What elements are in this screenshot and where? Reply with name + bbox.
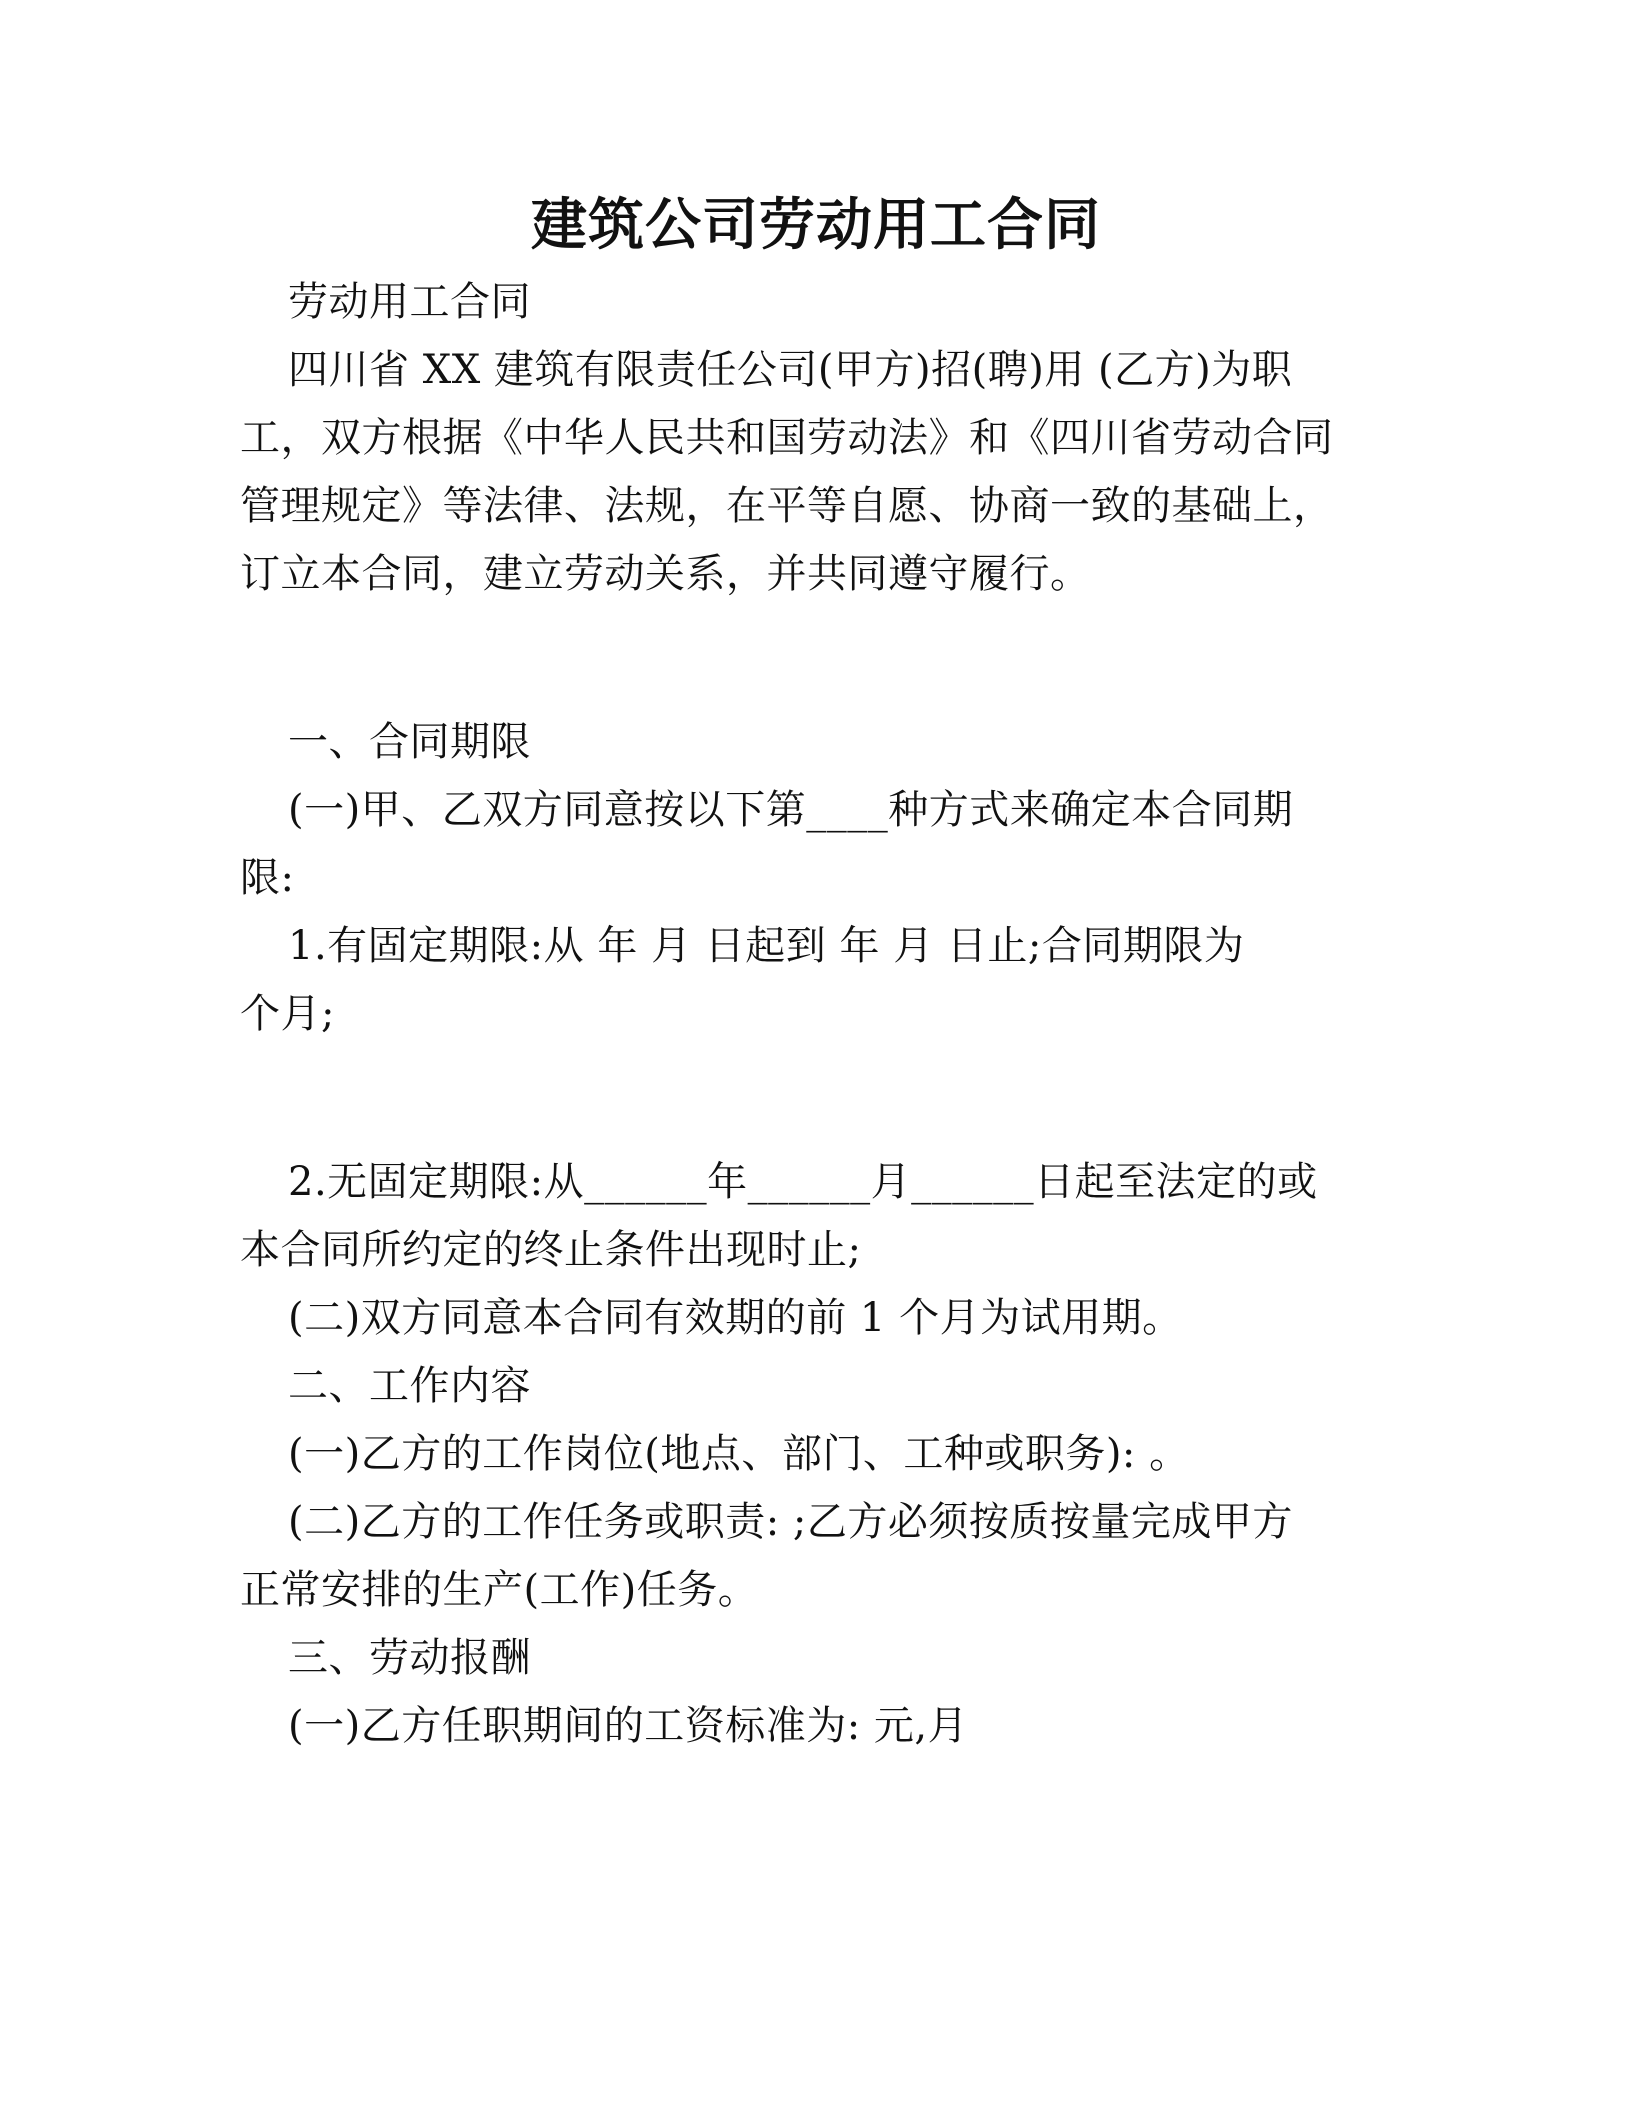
document-title: 建筑公司劳动用工合同 [531, 192, 1101, 258]
section-2-heading: 二、工作内容 [288, 1363, 531, 1409]
open-term-line-2: 本合同所约定的终止条件出现时止; [240, 1227, 862, 1273]
section-1-heading: 一、合同期限 [288, 719, 531, 765]
intro-line-4: 订立本合同，建立劳动关系，并共同遵守履行。 [240, 551, 1091, 597]
subtitle: 劳动用工合同 [288, 279, 531, 325]
fixed-term-line-2: 个月; [240, 991, 335, 1037]
job-duty-line-1: (二)乙方的工作任务或职责: ;乙方必须按质按量完成甲方 [288, 1499, 1293, 1545]
probation-clause: (二)双方同意本合同有效期的前 1 个月为试用期。 [288, 1295, 1183, 1341]
clause-1-1-line-2: 限: [240, 855, 295, 901]
job-duty-line-2: 正常安排的生产(工作)任务。 [240, 1567, 759, 1613]
salary-clause: (一)乙方任职期间的工资标准为: 元,月 [288, 1703, 969, 1749]
intro-line-3: 管理规定》等法律、法规，在平等自愿、协商一致的基础上， [240, 483, 1334, 529]
section-3-heading: 三、劳动报酬 [288, 1635, 531, 1681]
clause-1-1-line-1: (一)甲、乙双方同意按以下第____种方式来确定本合同期 [288, 787, 1294, 833]
fixed-term-line-1: 1.有固定期限:从 年 月 日起到 年 月 日止;合同期限为 [288, 923, 1245, 969]
intro-line-2: 工，双方根据《中华人民共和国劳动法》和《四川省劳动合同 [240, 415, 1334, 461]
open-term-line-1: 2.无固定期限:从______年______月______日起至法定的或 [288, 1159, 1318, 1205]
job-position-clause: (一)乙方的工作岗位(地点、部门、工种或职务): 。 [288, 1431, 1190, 1477]
intro-line-1: 四川省 XX 建筑有限责任公司(甲方)招(聘)用 (乙方)为职 [288, 347, 1293, 393]
